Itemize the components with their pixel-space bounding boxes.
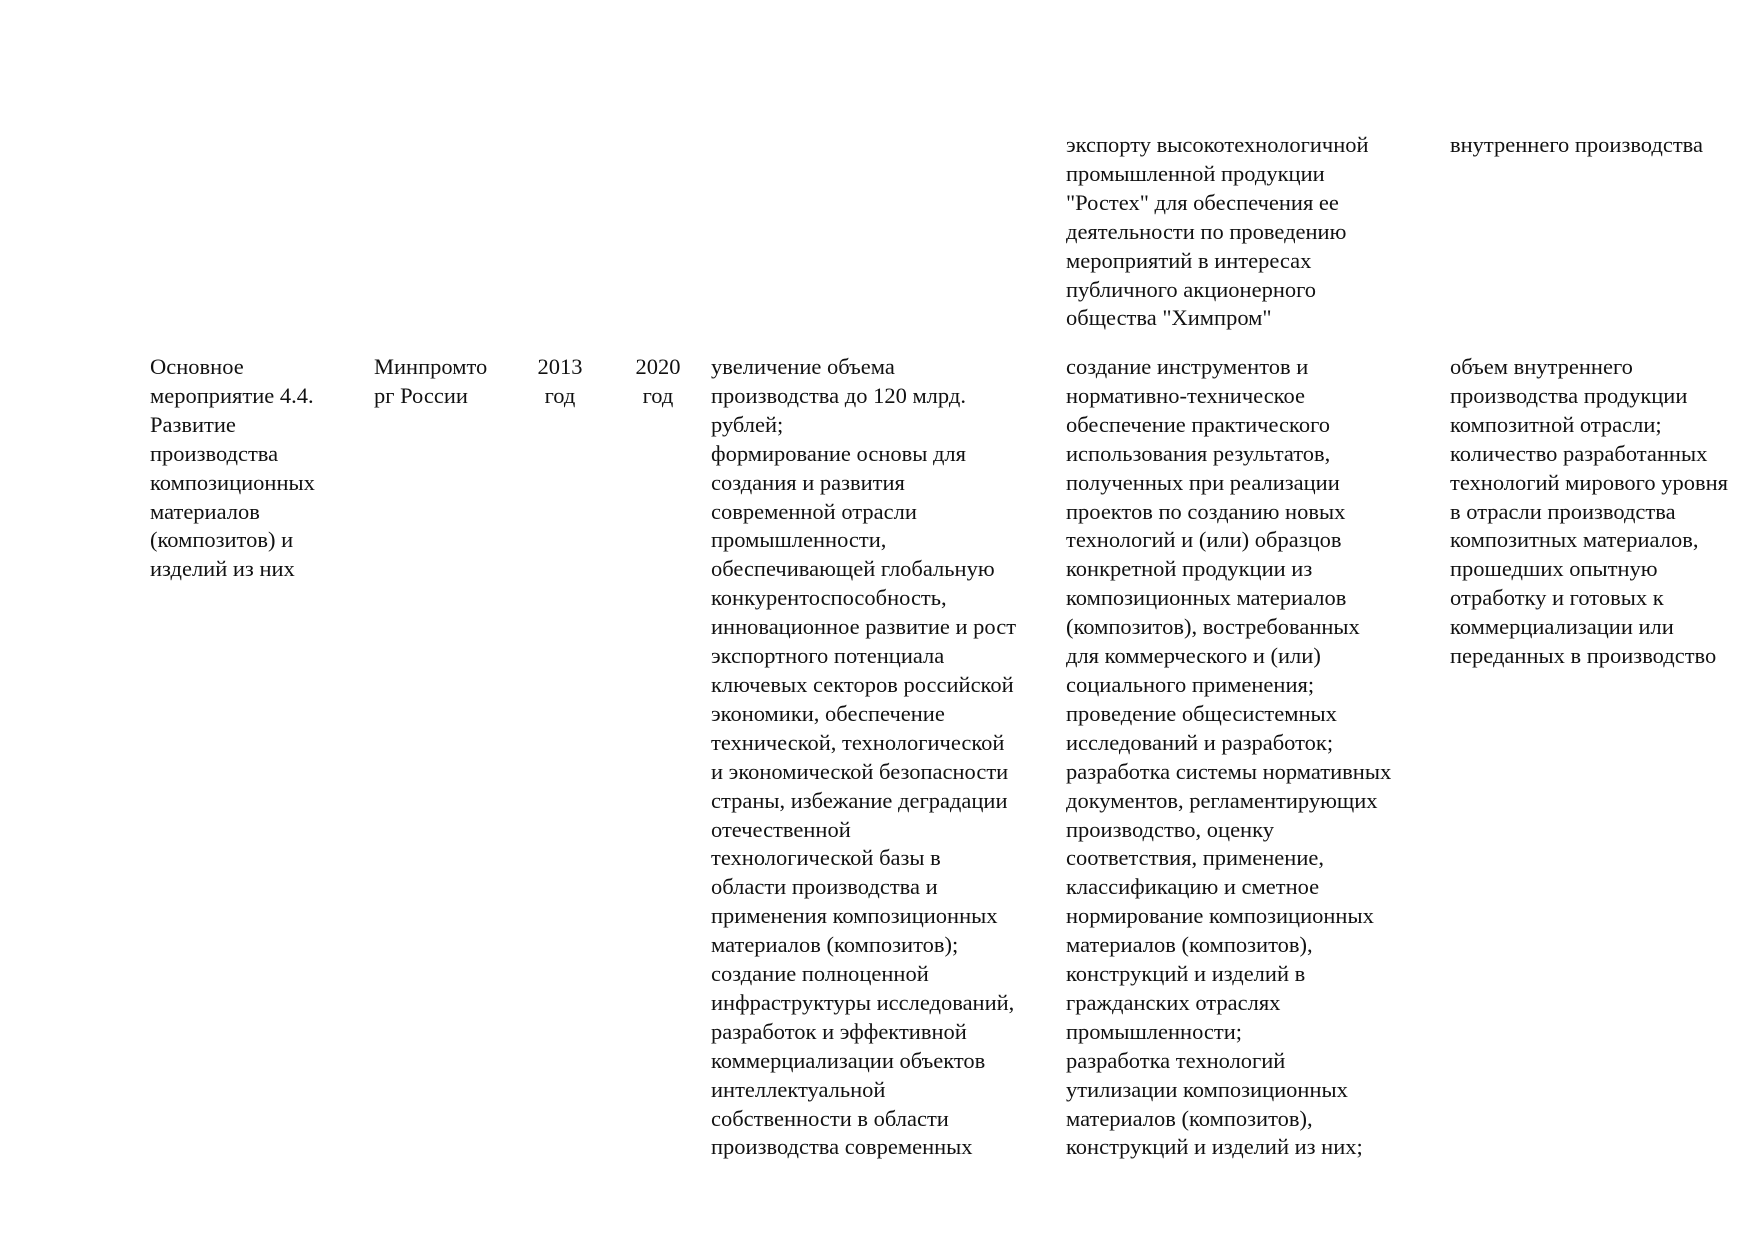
expected-result-cell: увеличение объема производства до 120 млрд. рублей; формирование основы для создания и развития современной отрасли промышленности, обеспечивающей глобальную конкурентоспособность, инновационное развитие и рост экспортного потенциала ключевых секторов российской экономики, обеспечение технической, технологической и экономической безопасности страны, избежание деградации отечественной технологической базы в области производства и применения композиционных материалов (композитов); создание полноценной инфраструктуры исследований, разработок и эффективной коммерциализации объектов интеллектуальной собственности в области производства современных [711, 354, 1017, 1160]
continuation-indicator-cell: внутреннего производства [1450, 132, 1703, 157]
executor-cell: Минпромто рг России [374, 354, 488, 408]
main-actions-cell: создание инструментов и нормативно-техническое обеспечение практического использования результатов, полученных при реализации проектов по созданию новых технологий и (или) образцов конкретной продукции из композиционных материалов (композитов), востребованных для коммерческого и (или) социального применения; проведение общесистемных исследований и разработок; разработка системы нормативных документов, регламентирующих производство, оценку соответствия, применение, классификацию и сметное нормирование композиционных материалов (композитов), конструкций и изделий в гражданских отраслях промышленности; разработка технологий утилизации композиционных материалов (композитов), конструкций и изделий из них; [1066, 354, 1392, 1160]
measure-name-cell: Основное мероприятие 4.4. Развитие производства композиционных материалов (композитов) и изделий из них [150, 354, 315, 582]
start-year-cell: 2013 год [537, 354, 583, 408]
end-year-cell: 2020 год [635, 354, 681, 408]
indicator-cell: объем внутреннего производства продукции композитной отрасли; количество разработанных технологий мирового уровня в отрасли производства композитных материалов, прошедших опытную отработку и готовых к коммерциализации или переданных в производство [1450, 354, 1728, 669]
continuation-expected-result-cell: экспорту высокотехнологичной промышленной продукции "Ростех" для обеспечения ее деятельности по проведению мероприятий в интересах публичного акционерного общества "Химпром" [1066, 132, 1369, 331]
